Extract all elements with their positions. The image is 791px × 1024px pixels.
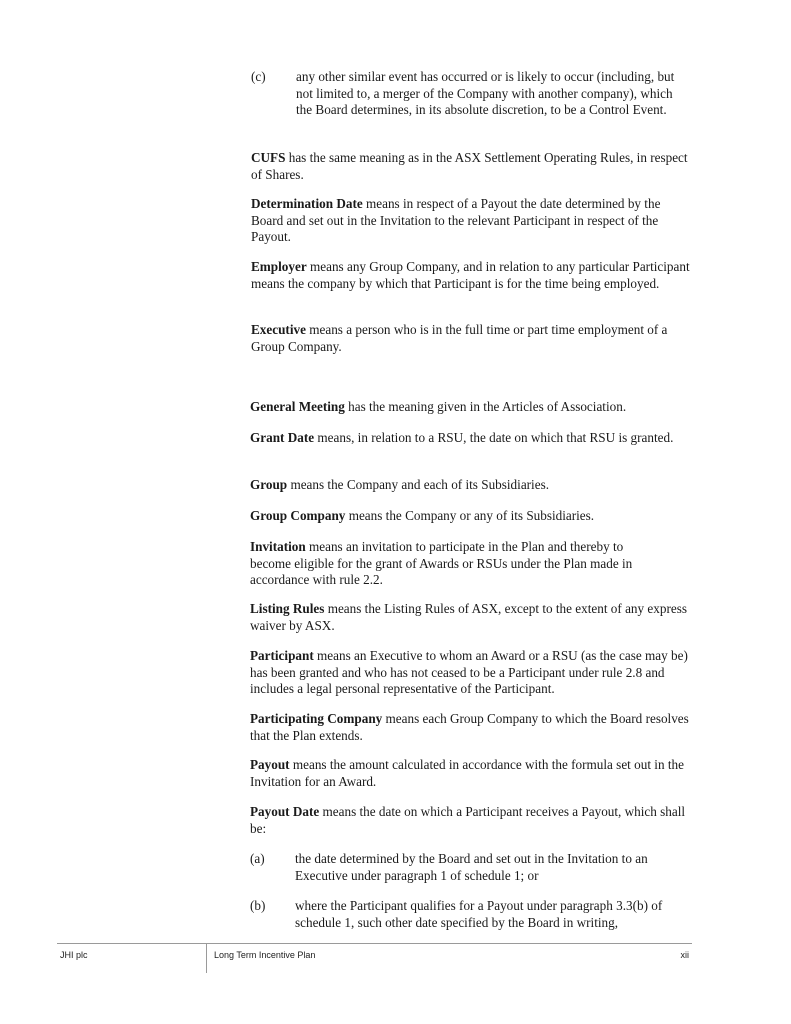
page-footer (57, 943, 692, 973)
definition-payout (250, 757, 690, 790)
definition-text: means, in relation to a RSU, the date on which that RSU is granted. (314, 430, 674, 445)
definition-term: CUFS (251, 150, 286, 165)
list-item-label: (b) (250, 898, 266, 913)
definition-general-meeting (250, 399, 690, 416)
definition-text: means an Executive to whom an Award or a RSU (as the case may be) has been granted and who has not ceased to be a Participant under rule 2.8 and includes a legal personal representative of the Participant. (250, 648, 688, 697)
list-item-a (250, 851, 691, 885)
definition-listing-rules (250, 601, 690, 634)
definition-determination-date (251, 196, 691, 246)
definition-term: Listing Rules (250, 601, 325, 616)
list-item-text: any other similar event has occurred or is likely to occur (including, but not limited to, a merger of the Company with another company), which the Board determines, in its absolute discretion, to be a Control Event. (296, 69, 675, 118)
definition-text: means the Company or any of its Subsidiaries. (345, 508, 595, 523)
definition-term: General Meeting (250, 399, 345, 414)
definition-term: Group (250, 477, 288, 492)
definition-participant (250, 648, 690, 698)
definition-text: means each Group Company to which the Board resolves that the Plan extends. (250, 711, 689, 743)
definition-term: Group Company (250, 508, 346, 523)
definition-text: means any Group Company, and in relation to any particular Participant means the company by which that Participant is for the time being employed. (251, 259, 690, 291)
definition-text: means in respect of a Payout the date determined by the Board and set out in the Invitation to the relevant Participant in respect of the Payout. (251, 196, 661, 245)
definition-text: has the meaning given in the Articles of Association. (344, 399, 627, 414)
list-item-label: (a) (250, 851, 265, 866)
definition-term: Invitation (250, 539, 306, 554)
definition-term: Payout Date (250, 804, 320, 819)
footer-page-number: xii (680, 950, 689, 960)
definition-term: Participating Company (250, 711, 383, 726)
definition-cufs (251, 150, 691, 183)
definition-term: Employer (251, 259, 307, 274)
definition-term: Payout (250, 757, 290, 772)
definition-term: Participant (250, 648, 314, 663)
list-item-c (251, 69, 691, 137)
definition-text: means the Listing Rules of ASX, except to the extent of any express waiver by ASX. (250, 601, 687, 633)
definition-payout-date (250, 804, 690, 837)
definition-text: means an invitation to participate in the Plan and thereby to become eligible for the grant of Awards or RSUs under the Plan made in accordance with rule 2.2. (250, 539, 633, 588)
definition-grant-date (250, 430, 690, 447)
definition-group (250, 477, 690, 494)
list-item-text: the date determined by the Board and set out in the Invitation to an Executive under paragraph 1 of schedule 1; or (295, 851, 648, 883)
definition-invitation (250, 539, 660, 589)
list-item-text: where the Participant qualifies for a Payout under paragraph 3.3(b) of schedule 1, such other date specified by the Board in writing, (295, 898, 663, 930)
definition-term: Determination Date (251, 196, 363, 211)
definition-text: means the Company and each of its Subsidiaries. (287, 477, 550, 492)
definition-employer (251, 259, 691, 292)
footer-divider (206, 943, 207, 973)
definition-group-company (250, 508, 690, 525)
definition-text: means a person who is in the full time or part time employment of a Group Company. (251, 322, 668, 354)
definition-term: Executive (251, 322, 306, 337)
definition-text: means the amount calculated in accordance with the formula set out in the Invitation for an Award. (250, 757, 684, 789)
list-item-b (250, 898, 691, 932)
list-item-label: (c) (251, 69, 266, 84)
footer-rule (57, 943, 692, 944)
footer-company: JHI plc (60, 950, 88, 960)
definition-term: Grant Date (250, 430, 315, 445)
footer-document-title: Long Term Incentive Plan (214, 950, 316, 960)
definition-text: means the date on which a Participant receives a Payout, which shall be: (250, 804, 686, 836)
definition-text: has the same meaning as in the ASX Settlement Operating Rules, in respect of Shares. (251, 150, 688, 182)
definition-participating-company (250, 711, 690, 744)
definition-executive (251, 322, 691, 355)
